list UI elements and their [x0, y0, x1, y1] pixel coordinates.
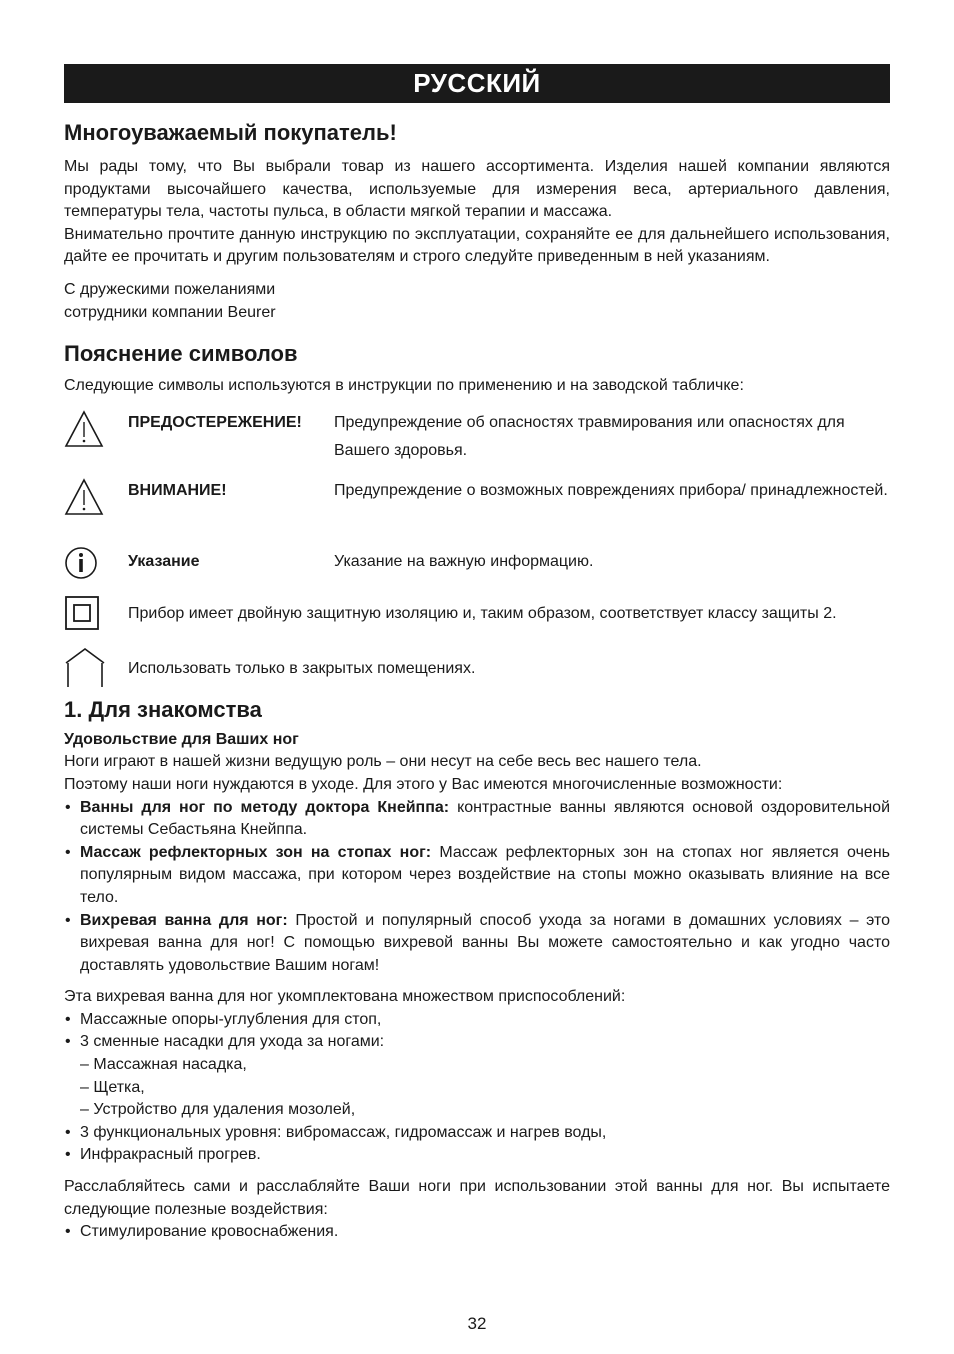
option-text: Простой и популярный способ ухода за ногами в домашних условиях – это вихревая ванна для ног! С помощью вихревой ванны Вы можете самостоятельно и как угодно часто доставлять удовольствие Вашим ногам!	[80, 911, 890, 974]
list-item	[64, 910, 890, 978]
list-item: • Инфракрасный прогрев.	[64, 1144, 890, 1167]
signature-line-2: сотрудники компании Beurer	[64, 303, 276, 321]
indoor-house-icon	[64, 645, 128, 689]
symbol-text-caution: Предупреждение о возможных повреждениях прибора/ принадлежностей.	[334, 481, 888, 499]
language-banner: РУССКИЙ	[64, 64, 890, 103]
section-1-line-2: Поэтому наши ноги нуждаются в уходе. Для этого у Вас имеются многочисленные возможности:	[64, 775, 783, 793]
option-text: контрастные ванны являются основой оздоровительной системы Себастьяна Кнейппа.	[80, 798, 891, 839]
list-item: • Массажные опоры-углубления для стоп,	[64, 1009, 890, 1032]
symbol-text-indoor: Использовать только в закрытых помещениях.	[128, 659, 476, 677]
equipment-intro: Эта вихревая ванна для ног укомплектована множеством приспособлений:	[64, 988, 626, 1006]
signature	[64, 279, 890, 324]
greeting-title: Многоуважаемый покупатель!	[64, 120, 397, 145]
option-text: Массаж рефлекторных зон на стопах ног является очень популярным видом массажа, при котором через воздействие на стопы можно оказывать влияние на все тело.	[80, 843, 891, 906]
care-options-list	[64, 797, 890, 978]
option-title: Массаж рефлекторных зон на стопах ног:	[80, 843, 432, 861]
document-page	[64, 64, 890, 1244]
sub-list-item: – Щетка,	[80, 1078, 145, 1096]
warning-triangle-icon	[64, 409, 128, 453]
equipment-list-continued	[64, 1122, 890, 1167]
list-item	[64, 797, 890, 842]
section-1-title: 1. Для знакомства	[64, 696, 262, 722]
symbol-text-insulation: Прибор имеет двойную защитную изоляцию и, таким образом, соответствует классу защиты 2.	[128, 604, 837, 622]
list-item: • Стимулирование кровоснабжения.	[64, 1221, 890, 1244]
symbols-title: Пояснение символов	[64, 341, 298, 367]
sub-list-item: – Устройство для удаления мозолей,	[80, 1101, 356, 1119]
greeting-paragraph-2: Внимательно прочтите данную инструкцию по эксплуатации, сохраняйте ее для дальнейшего использования, дайте ее прочитать и другим пользователям и строго следуйте приведенным в ней указаниям.	[64, 225, 890, 266]
symbol-text-warning: Предупреждение об опасностях травмирования или опасностях для Вашего здоровья.	[334, 413, 845, 459]
symbol-label-caution: ВНИМАНИЕ!	[128, 481, 227, 499]
symbols-intro: Следующие символы используются в инструкции по применению и на заводской табличке:	[64, 377, 744, 395]
page-number: 32	[467, 1314, 487, 1333]
symbol-row-caution	[64, 477, 890, 545]
symbol-row-warning	[64, 409, 890, 477]
section-1-subtitle: Удовольствие для Ваших ног	[64, 730, 299, 748]
list-item: • 3 сменные насадки для ухода за ногами:	[64, 1031, 890, 1054]
symbol-row-insulation	[64, 595, 890, 645]
symbol-label-note: Указание	[128, 552, 200, 570]
attachments-sublist	[64, 1054, 890, 1122]
symbol-label-warning: ПРЕДОСТЕРЕЖЕНИЕ!	[128, 413, 302, 431]
list-item	[64, 842, 890, 910]
sub-list-item: – Массажная насадка,	[80, 1056, 247, 1074]
info-circle-icon	[64, 545, 128, 589]
option-title: Вихревая ванна для ног:	[80, 911, 288, 929]
option-title: Ванны для ног по методу доктора Кнейппа:	[80, 798, 450, 816]
symbol-row-note	[64, 545, 890, 595]
signature-line-1: С дружескими пожеланиями	[64, 280, 276, 298]
equipment-list	[64, 1009, 890, 1054]
greeting-paragraph-1: Мы рады тому, что Вы выбрали товар из нашего ассортимента. Изделия нашей компании являются продуктами высочайшего качества, используемые для измерения веса, артериального давления, температуры тела, частоты пульса, в области мягкой терапии и массажа.	[64, 158, 890, 221]
effects-intro: Расслабляйтесь сами и расслабляйте Ваши ноги при использовании этой ванны для ног. Вы испытаете следующие полезные воздействия:	[64, 1178, 890, 1218]
symbol-text-note: Указание на важную информацию.	[334, 552, 594, 570]
symbol-row-indoor	[64, 645, 890, 689]
list-item: • 3 функциональных уровня: вибромассаж, гидромассаж и нагрев воды,	[64, 1122, 890, 1145]
section-1-line-1: Ноги играют в нашей жизни ведущую роль – они несут на себе весь вес нашего тела.	[64, 753, 702, 771]
symbols-table	[64, 409, 890, 689]
effects-list	[64, 1221, 890, 1244]
warning-triangle-icon	[64, 477, 128, 521]
double-insulation-icon	[64, 595, 128, 639]
